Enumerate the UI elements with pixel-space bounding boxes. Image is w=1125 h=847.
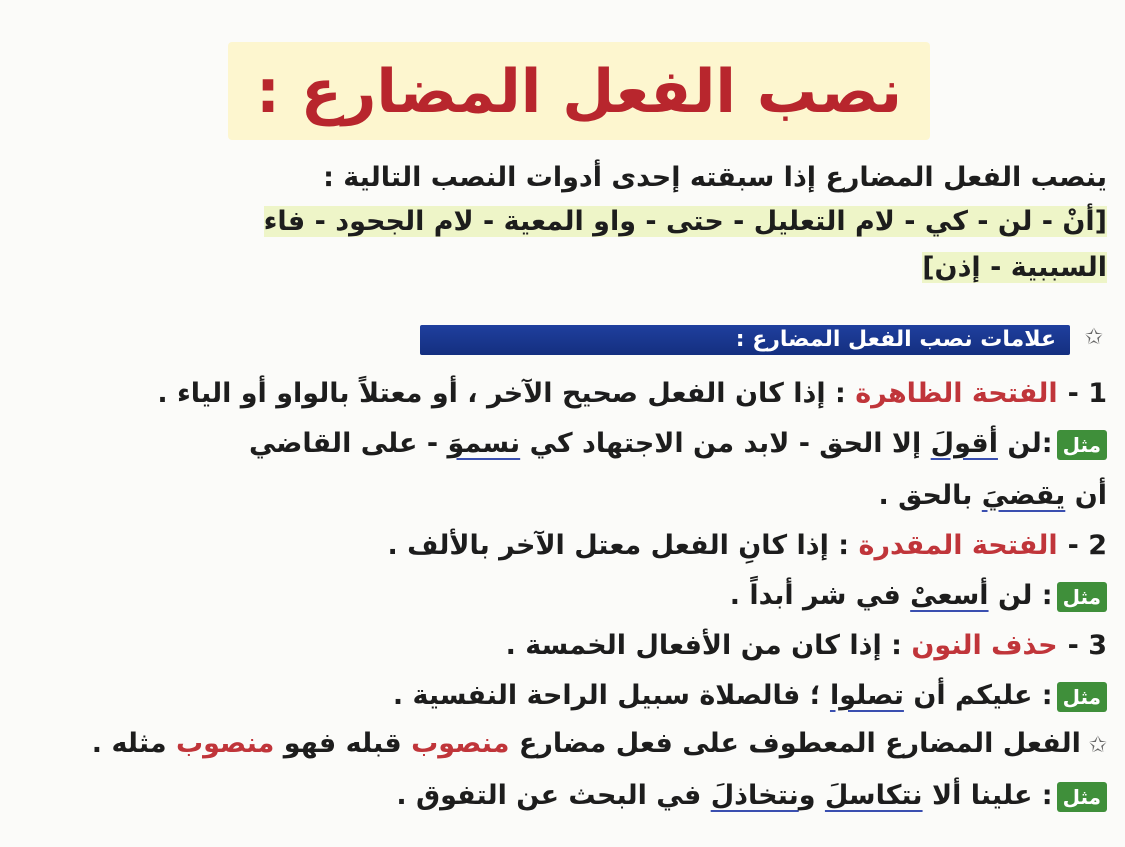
example-line — [18, 676, 1107, 716]
tools-list: [أنْ - لن - كي - لام التعليل - حتى - واو المعية - لام الجحود - فاء — [263, 206, 1107, 237]
example-verb: نتكاسلَ — [824, 780, 923, 811]
item-label: الفتحة المقدرة — [858, 530, 1058, 561]
item-label: الفتحة الظاهرة — [855, 378, 1058, 409]
example-verb: نتخاذلَ — [710, 780, 799, 811]
example-line — [18, 424, 1107, 464]
example-text: أن — [1065, 480, 1107, 511]
note-highlight: منصوب — [175, 728, 275, 759]
example-line — [18, 776, 1107, 816]
example-badge: مثل — [1057, 682, 1107, 712]
example-text: :لن — [997, 428, 1053, 459]
example-text: : علينا ألا — [922, 780, 1053, 811]
item-number: 2 - — [1067, 530, 1107, 561]
section-heading: علامات نصب الفعل المضارع : — [420, 325, 1070, 355]
intro-line-3 — [18, 248, 1107, 288]
example-text: بالحق . — [878, 480, 982, 511]
star-icon: ✩ — [1080, 733, 1107, 758]
item-text: : إذا كان الفعل صحيح الآخر ، أو معتلاً بالواو أو الياء . — [157, 378, 846, 409]
example-line — [18, 576, 1107, 616]
example-badge: مثل — [1057, 582, 1107, 612]
list-item — [18, 526, 1107, 566]
example-verb: أسعىْ — [910, 580, 989, 611]
item-number: 3 - — [1067, 630, 1107, 661]
note-highlight: منصوب — [411, 728, 510, 759]
intro-line-1: ينصب الفعل المضارع إذا سبقته إحدى أدوات النصب التالية : — [323, 162, 1107, 193]
item-text: : إذا كانِ الفعل معتل الآخر بالألف . — [387, 530, 850, 561]
example-text: و — [798, 780, 825, 811]
example-text: - على القاضي — [248, 428, 448, 459]
note-text: مثله . — [91, 728, 176, 759]
note-text: قبله فهو — [274, 728, 412, 759]
item-number: 1 - — [1067, 378, 1107, 409]
tools-list-end: السببية - إذن] — [922, 252, 1107, 283]
list-item — [18, 626, 1107, 666]
list-item — [18, 374, 1107, 414]
example-badge: مثل — [1057, 782, 1107, 812]
example-text: ؛ فالصلاة سبيل الراحة النفسية . — [392, 680, 830, 711]
example-verb: يقضيَ — [981, 480, 1066, 511]
note-line — [18, 724, 1107, 766]
page-title: نصب الفعل المضارع : — [255, 57, 903, 127]
example-text: في البحث عن التفوق . — [396, 780, 711, 811]
example-text: : عليكم أن — [903, 680, 1053, 711]
example-line-continued — [18, 476, 1107, 516]
example-verb: نسموَ — [447, 428, 521, 459]
star-icon: ✩ — [1084, 325, 1103, 350]
example-text: في شر أبداً . — [729, 580, 911, 611]
item-text: : إذا كان من الأفعال الخمسة . — [505, 630, 902, 661]
example-verb: تصلوا — [829, 680, 904, 711]
example-verb: أقولَ — [930, 428, 998, 459]
intro-line-2 — [18, 202, 1107, 242]
example-badge: مثل — [1057, 430, 1107, 460]
item-label: حذف النون — [911, 630, 1058, 661]
note-text: الفعل المضارع المعطوف على فعل مضارع — [509, 728, 1081, 759]
example-text: : لن — [988, 580, 1053, 611]
example-text: إلا الحق - لابد من الاجتهاد كي — [520, 428, 931, 459]
